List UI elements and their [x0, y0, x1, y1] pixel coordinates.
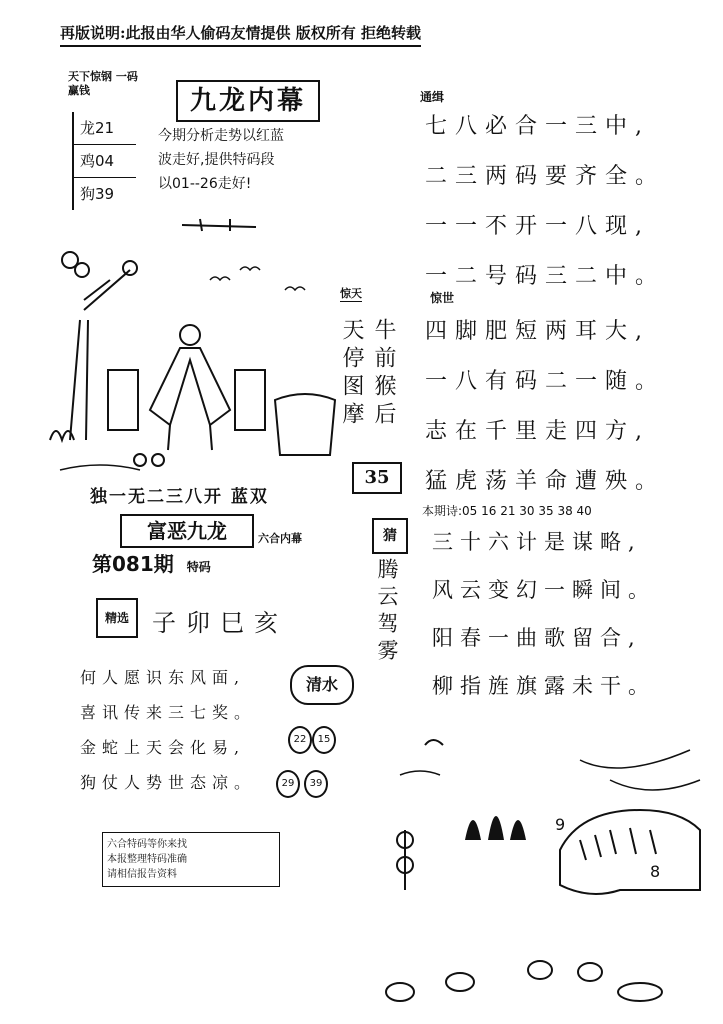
ball: 29 [276, 770, 300, 798]
poem-line: 金蛇上天会化易, [80, 738, 246, 757]
center-line-1: 独一无二三八开 蓝双 [90, 487, 269, 507]
center-poem [80, 660, 256, 800]
poem-line: 猛虎荡羊命遭殃。 [425, 469, 666, 494]
title-box: 九龙内幕 [176, 80, 320, 122]
note-line: 请相信报告资料 [107, 869, 177, 880]
analysis-line: 以01--26走好! [158, 176, 252, 192]
scene-number: 9 [555, 815, 566, 834]
zodiac-table [72, 112, 136, 210]
right-middle-lines [425, 307, 665, 507]
issue-note: 特码 [186, 560, 211, 574]
scene-number: 8 [650, 862, 661, 881]
tiger-scene [380, 740, 710, 1010]
poem-numbers: 本期诗:05 16 21 30 35 38 40 [422, 504, 592, 518]
small-dash-decoration [180, 215, 260, 235]
ball: 22 [288, 726, 312, 754]
middle-col-1: 天停图摩 [339, 318, 364, 430]
middle-stamp: 35 [352, 462, 402, 494]
poem-line: 一二号码三二中。 [425, 264, 666, 289]
zodiac-list: 子卯巳亥 [152, 609, 288, 637]
right-top-label: 通缉 [420, 90, 445, 104]
analysis-line: 波走好,提供特码段 [158, 152, 275, 168]
middle-label: 惊天 [340, 287, 362, 300]
poem-line: 何人愿识东风面, [80, 668, 246, 687]
brand-note: 六合内幕 [258, 532, 302, 545]
vertical-tag: 猜 [372, 518, 408, 554]
poem-line: 狗仗人势世态凉。 [80, 773, 257, 792]
poem-line: 四脚肥短两耳大, [425, 319, 650, 344]
issue-number [92, 548, 211, 577]
right-middle-label: 惊世 [430, 291, 455, 305]
stamp-badge: 清水 [290, 665, 354, 705]
table-row: 龙21 [74, 112, 136, 145]
poem-line: 一一不开一八现, [425, 214, 650, 239]
table-row: 鸡04 [74, 145, 136, 178]
small-title: 天下惊钢 一码赢钱 [68, 70, 138, 97]
bottom-left-note [102, 832, 280, 887]
analysis-text [158, 124, 284, 196]
poem-line: 阳春一曲歌留合, [432, 626, 642, 650]
table-row: 狗39 [80, 185, 115, 203]
vertical-text: 腾云驾雾 [375, 558, 399, 666]
poem-line: 二三两码要齐全。 [425, 164, 666, 189]
ball: 15 [312, 726, 336, 754]
note-line: 本报整理特码准确 [107, 854, 187, 865]
brand-box: 富恶九龙 [120, 514, 254, 548]
poem-line: 一八有码二一随。 [425, 369, 666, 394]
poem-line: 喜讯传来三七奖。 [80, 703, 257, 722]
poem-line: 七八必合一三中, [425, 114, 650, 139]
right-top-lines [425, 102, 665, 302]
analysis-line: 今期分析走势以红蓝 [158, 128, 284, 144]
zodiac-tag: 精选 [96, 598, 138, 638]
ball: 39 [304, 770, 328, 798]
note-line: 六合特码等你来找 [107, 839, 187, 850]
right-bottom-lines [432, 518, 656, 710]
middle-col-2: 牛前猴后 [371, 318, 396, 430]
poem-line: 风云变幻一瞬间。 [432, 578, 656, 602]
poem-line: 志在千里走四方, [425, 419, 650, 444]
poem-line: 柳指旌旗露未干。 [432, 674, 656, 698]
scene-illustration [40, 240, 330, 475]
top-notice: 再版说明:此报由华人偷码友情提供 版权所有 拒绝转载 [60, 22, 421, 47]
poem-line: 三十六计是谋略, [432, 530, 642, 554]
issue-label: 第081期 [92, 552, 174, 576]
